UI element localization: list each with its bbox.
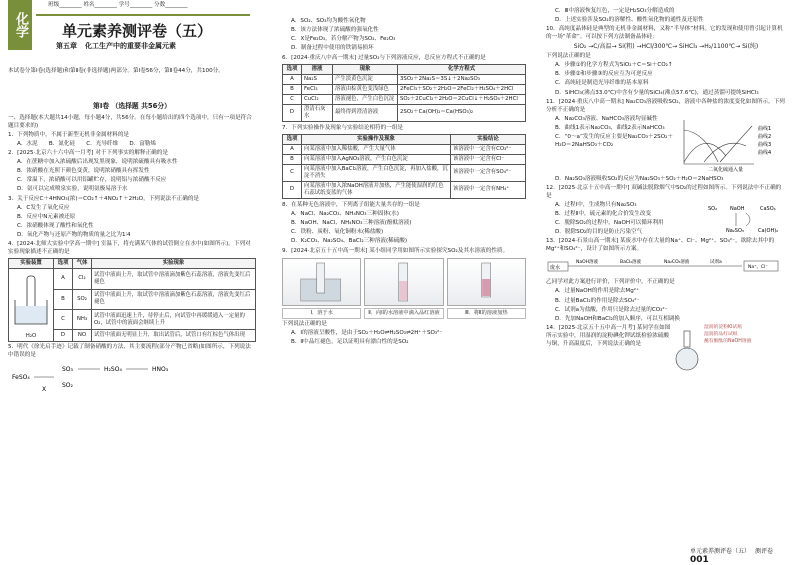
q9-option: C．Ⅲ中溶液恢复红色，一定是H₂SO₃分解造成的 (555, 8, 675, 14)
q2-option: A．在蔗糖中加入浓硫酸后出现发黑现象，说明浓硫酸具有吸水性 (17, 159, 178, 166)
note: 湿润的品红试纸 (704, 331, 738, 337)
svg-text:H₂SO₄: H₂SO₄ (104, 366, 122, 374)
svg-text:Na₂CO₃溶液: Na₂CO₃溶液 (664, 260, 690, 266)
table-row: D 澄清石灰水 最终得到澄清溶液 2SO₂＋Ca(OH)₂＝Ca(HSO₃)₂ (283, 104, 526, 121)
q1-options: A．水泥 B．氮化硅 C．光导纤维 D．富勒烯 (17, 140, 156, 147)
q10-option: B．步骤②和步骤③的反应互为可逆反应 (555, 71, 653, 78)
subject-tab: 化学 (8, 0, 32, 50)
q10-option: D．SiHCl₃(沸点33.0℃)中含有少量的SiCl₄(沸点57.6℃)，通过蒸馏可提纯SiHCl₃ (555, 89, 759, 96)
q12-option: C．脱除SO₂的过程中，NaOH可以循环利用 (555, 220, 664, 227)
q10-option: A．步骤①的化学方程式为SiO₂＋C＝Si＋CO₂↑ (555, 62, 673, 69)
section-title: 第Ⅰ卷 （选择题 共56分） (93, 102, 171, 110)
question-10: 10．高纯度晶体硅是典型的无机非金属材料，又称“半导体”材料。它的发现和使用曾引起计算机的一场“革命”。可以按下列方法制备晶体硅： (546, 26, 783, 41)
question-14: 14．[2025·北京五十五中高一月考] 某同学在如图所示实验中，用湿润的淀粉碘化钾试纸检验浓硫酸与铜，升高温度后，下列说法正确的是 (546, 324, 671, 347)
svg-text:FeSO₄: FeSO₄ (12, 374, 30, 382)
table-row: B SO₂ 试管中液面上升，取试管中溶液滴加紫色石蕊溶液，溶液先变红后褪色 (9, 289, 256, 309)
q5-option: C．X是Fe₂O₃，若分解产物为SO₂、Fe₂O₃ (291, 36, 396, 43)
svg-text:SO₂: SO₂ (62, 382, 73, 390)
table-row: C 向某溶液中加入BaCl₂溶液，产生白色沉淀，再加入盐酸，沉淀不消失 该溶液中一定含有SO₄²⁻ (283, 164, 526, 181)
test-tube-in-water-icon (12, 270, 50, 330)
caption: Ⅱ．向Ⅰ的水溶液中滴入品红溶液 (364, 308, 443, 319)
caption: Ⅲ．将Ⅱ的溶液加热 (447, 308, 526, 319)
q2-option: C．常温下，浓硝酸可以用铝罐贮存，说明铝与浓硝酸不反应 (17, 177, 167, 184)
q4-header: 实验装置 (9, 259, 54, 269)
q9-photos (282, 258, 526, 306)
svg-text:SO₃: SO₃ (62, 366, 73, 374)
page-title: 单元素养测评卷（五） (62, 22, 213, 40)
q13-ask: 乙同学对此方案进行评价，下列评价中，不正确的是 (546, 279, 675, 286)
caption: Ⅰ．溶于水 (282, 308, 361, 319)
table-row: C CuCl₂ 溶液褪色，产生白色沉淀 SO₂＋2CuCl₂＋2H₂O＝2CuCl↓＋H₂SO₄＋2HCl (283, 94, 526, 104)
question-4: 4．[2024·北师大实验中学高一期中] 室温下，将充满某气体的试管倒立在水中(如图所示)。下列对实验现象描述不正确的是 (8, 241, 251, 256)
q11-block (546, 116, 786, 176)
q10-ask: 下列说法正确的是 (546, 53, 591, 60)
x-axis-label: 二氧化硫通入量 (708, 166, 744, 172)
q4-header: 实验现象 (92, 259, 256, 269)
q14-block (546, 325, 786, 350)
double-alkali-cycle-diagram (706, 202, 786, 236)
q13-option: B．过量BaCl₂的作用是除去SO₄²⁻ (555, 297, 640, 304)
footer-title: 单元素养测评卷（五） (690, 548, 748, 555)
q2-option: D．氨可以完成喷泉实验，说明氨极易溶于水 (17, 186, 128, 193)
table-row: D NO 试管中液面无明显上升，取出试管后，试管口有红棕色气体出现 (9, 330, 256, 342)
nitric-acid-flow-diagram (8, 361, 188, 395)
left-column (8, 0, 256, 399)
photo-pinkred (364, 258, 443, 306)
question-13: 13．[2024·石景山高一期末] 某废水中存在大量的Na⁺、Cl⁻、Mg²⁺、SO₄²⁻，欲除去其中的Mg²⁺和SO₄²⁻，设计了如图所示方案。 (546, 238, 775, 253)
q3-option: C．浓硝酸体现了酸性和氧化性 (17, 222, 94, 229)
q3-option: B．反应中N元素被还原 (17, 213, 76, 220)
note: 蘸有酚酞的NaOH溶液 (704, 338, 752, 344)
chapter-name: 化工生产中的重要非金属元素 (85, 42, 176, 50)
q7-table: 选项 实验操作及现象 实验结论 A 向某溶液中加入稀盐酸，产生大量气体 该溶液中一定含有CO₃²⁻ B 向某溶液中加入AgNO₃溶液，产生白色沉淀 该溶液中一定含有Cl⁻ C 向某溶液中加入BaCl₂溶液，产生白色沉淀，再加入盐酸，沉淀不消失 该溶液中一定含有SO₄²⁻ D 向某溶液中加入浓NaOH溶液并加热，产生能使湿润的红色石蕊试纸变蓝的气体 该溶液中一定含有NH₄⁺ (282, 134, 526, 199)
chapter-heading (56, 42, 184, 52)
photo-heat (447, 258, 526, 306)
table-row: C NH₃ 试管中液面迅速上升，待停止后，向试管中再缓缓通入一定量的O₂，试管中的液面会继续上升 (9, 309, 256, 329)
q2-option: B．浓硝酸在光照下颜色变黄，说明浓硝酸具有挥发性 (17, 168, 150, 175)
q11-option: C．“0～a”发生的反应主要是Na₂CO₃＋2SO₂＋H₂O＝2NaHSO₃＋CO₂ (555, 133, 673, 148)
q13-option: A．过量NaOH的作用是除去Mg²⁺ (555, 288, 639, 295)
q12-option: B．过程Ⅱ中，硫元素的化合价发生改变 (555, 210, 652, 217)
q8-option: A．NaCl、Na₂CO₃、NH₄NO₃三种固体(水) (291, 211, 399, 218)
footer-label: 测评卷 (754, 548, 773, 555)
q4-header: 选项 (54, 259, 73, 269)
q6-table: 选项 溶液 现象 化学方程式 A Na₂S 产生淡黄色沉淀 3SO₂＋2Na₂S＝3S↓＋2Na₂SO₃ B FeCl₃ 溶液由棕黄色变浅绿色 2FeCl₃＋SO₂＋2H₂O＝2FeCl₂＋H₂SO₄＋2HCl C CuCl₂ 溶液褪色，产生白色沉淀 SO₂＋2CuCl₂＋2H₂O＝2CuCl↓＋H₂SO₄＋2HCl D 澄清石灰水 最终得到澄清溶液 2SO₂＋Ca(OH)₂＝Ca(HSO₃)₂ (282, 64, 526, 122)
svg-text:Na⁺、Cl⁻: Na⁺、Cl⁻ (748, 265, 768, 271)
curve-label: 曲线1 (758, 125, 772, 132)
svg-text:Na₂SO₃: Na₂SO₃ (726, 227, 744, 234)
page-number: 001 (690, 555, 709, 565)
q3-option: A．C发生了氧化反应 (17, 204, 70, 211)
question-12: 12．[2025·北京十五中高一期中] 双碱法脱除烟气中SO₂的过程如图所示。下列说法中不正确的是 (546, 184, 782, 199)
svg-text:BaCl₂溶液: BaCl₂溶液 (620, 260, 642, 266)
right-column (546, 8, 786, 350)
question-5: 5．明代《徐光启手迹》记载了制备硝酸的方法，其主要流程(部分产物已省略)如图所示，下列说法中错误的是 (8, 344, 251, 359)
q5-option: A．SO₂、SO₃均为酸性氧化物 (291, 18, 366, 24)
q5-option: D．制备过程中使用的铁锅易损坏 (291, 45, 374, 52)
flask-icon (674, 329, 702, 373)
q9-option: A．Ⅰ的溶液呈酸性，是由于SO₂＋H₂O⇌H₂SO₃⇌2H⁺＋SO₃²⁻ (291, 330, 443, 337)
q11-option: D．Na₂SO₃溶液吸收SO₂的反应为Na₂SO₃＋SO₂＋H₂O＝2NaHSO₃ (555, 175, 724, 182)
question-11: 11．[2024·重庆八中高一期末] Na₂CO₃溶液吸收SO₂，溶液中各种盐的浓度变化如图所示。下列分析不正确的是 (546, 98, 785, 113)
svg-text:Ca(OH)₂: Ca(OH)₂ (758, 227, 779, 234)
svg-text:SO₂: SO₂ (708, 205, 718, 212)
q12-option: D．脱除SO₂的目的是防止污染空气 (555, 229, 643, 236)
curve-label: 曲线2 (758, 133, 772, 140)
q13-flow-diagram (546, 255, 782, 275)
photo-dissolve (282, 258, 361, 306)
water-label: H₂O (25, 333, 37, 340)
question-3: 3．关于反应C＋4HNO₃(浓)＝CO₂↑＋4NO₂↑＋2H₂O，下列说法不正确的是 (8, 195, 200, 202)
svg-text:X: X (42, 386, 47, 394)
apparatus-figure (9, 269, 54, 342)
curve-label: 曲线3 (758, 141, 772, 148)
concentration-curves (674, 116, 786, 172)
q8-option: C．铁粉、炭粉、氧化铜粉末(稀盐酸) (291, 229, 384, 236)
question-8: 8．在某种无色溶液中，下列离子组能大量共存的一组是 (282, 201, 420, 208)
table-row: A Na₂S 产生淡黄色沉淀 3SO₂＋2Na₂S＝3S↓＋2Na₂SO₃ (283, 74, 526, 84)
q14-apparatus (674, 325, 786, 350)
svg-text:NaOH溶液: NaOH溶液 (576, 260, 599, 266)
svg-text:废水: 废水 (550, 265, 561, 272)
header (8, 0, 256, 98)
question-6: 6．[2024·重庆八中高一期末] 过量SO₂与下列溶液反应，总反应方程式不正确的是 (282, 54, 486, 61)
q11-graph (674, 116, 786, 176)
svg-text:NaOH: NaOH (730, 205, 745, 212)
instructions: 本试卷分第Ⅰ卷(选择题)和第Ⅱ卷(非选择题)两部分。第Ⅰ卷56分，第Ⅱ卷44分，共100分。 (8, 68, 224, 74)
q8-option: B．NaOH、NaCl、NH₄NO₃三种溶液(酚酞溶液) (291, 220, 412, 227)
q12-block (546, 202, 786, 239)
page-footer (690, 546, 793, 565)
table-row: D 向某溶液中加入浓NaOH溶液并加热，产生能使湿润的红色石蕊试纸变蓝的气体 该溶液中一定含有NH₄⁺ (283, 181, 526, 198)
q9-option: D．上述实验涉及SO₂的溶解性、酸性氧化物的通性及还原性 (555, 17, 704, 24)
q10-option: C．高纯硅是制造光导纤维的基本原料 (555, 80, 649, 87)
middle-column (282, 18, 526, 348)
header-rule (36, 14, 250, 16)
svg-text:HNO₃: HNO₃ (152, 366, 169, 374)
svg-text:试剂a: 试剂a (710, 260, 722, 266)
student-fields: 班级________ 姓名________ 学号________ 分数________ (48, 2, 188, 8)
q11-option: A．Na₂CO₃溶液、NaHCO₃溶液均显碱性 (555, 115, 658, 122)
q13-option: D．先加NaOH和BaCl₂的加入顺序，可以互相调换 (555, 315, 680, 322)
svg-text:CaSO₄: CaSO₄ (760, 205, 776, 212)
curve-label: 曲线4 (758, 149, 772, 156)
q10-flow: SiO₂ →C/高温→ Si(粗) →HCl/300℃→ SiHCl₃ →H₂/1100℃→ Si(纯) (573, 43, 759, 51)
q8-option: D．K₂CO₃、Na₂SO₄、BaCl₂三种溶液(稀硫酸) (291, 238, 408, 245)
table-row: B 向某溶液中加入AgNO₃溶液，产生白色沉淀 该溶液中一定含有Cl⁻ (283, 154, 526, 164)
q4-header: 气体 (73, 259, 92, 269)
q4-table (8, 258, 256, 342)
q5-option: B．该方法体现了浓硫酸的强氧化性 (291, 27, 379, 34)
q9-option: B．Ⅱ中品红褪色，足以证明具有漂白性的是SO₂ (291, 339, 409, 346)
note: 湿润的淀粉KI试纸 (704, 324, 743, 330)
q9-captions (282, 308, 526, 319)
question-7: 7．下列实验操作及现象与实验结论相符的一组是 (282, 124, 404, 131)
table-row: A 向某溶液中加入稀盐酸，产生大量气体 该溶液中一定含有CO₃²⁻ (283, 144, 526, 154)
q9-ask: 下列说法正确的是 (282, 320, 327, 327)
question-1: 1．下列物质中，不属于新型无机非金属材料的是 (8, 131, 130, 138)
q12-option: A．过程Ⅰ中，生成物只有Na₂SO₃ (555, 201, 637, 208)
q11-option: B．曲线1表示Na₂CO₃，曲线2表示NaHCO₃ (555, 124, 665, 131)
table-row: H₂O A Cl₂ 试管中液面上升，取试管中溶液滴加紫色石蕊溶液，溶液先变红后褪色 (9, 269, 256, 289)
chapter-number: 第五章 (56, 42, 77, 50)
table-row: B FeCl₃ 溶液由棕黄色变浅绿色 2FeCl₃＋SO₂＋2H₂O＝2FeCl₂＋H₂SO₄＋2HCl (283, 84, 526, 94)
q13-option: C．试剂a为盐酸，作用只是除去过量的CO₃²⁻ (555, 306, 668, 313)
section-intro: 一、选择题(本大题共14小题，每小题4分，共56分。在每小题给出的四个选项中，只有一项是符合题目要求的) (8, 114, 252, 129)
question-2: 2．[2025·北京六十六中高一月考] 对于下列事实的解释正确的是 (8, 149, 168, 156)
question-9: 9．[2024·北京五十五中高一期末] 某小组同学用如图所示实验探究SO₂及其水溶液的性质。 (282, 247, 509, 254)
q3-option: D．氧化产物与还原产物的物质的量之比为1∶4 (17, 232, 131, 239)
